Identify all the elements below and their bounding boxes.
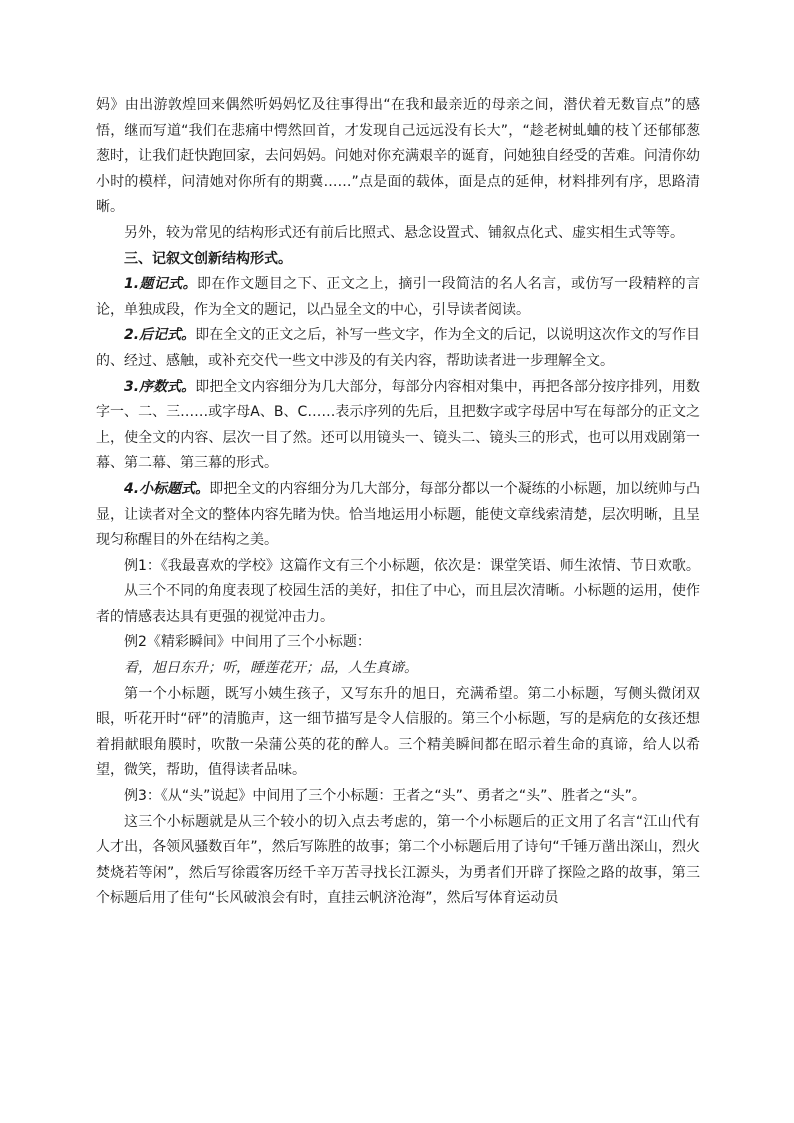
paragraph-item-4 bbox=[96, 477, 700, 554]
item-label: 1.题记式。 bbox=[124, 276, 197, 293]
paragraph-example-1: 例1：《我最喜欢的学校》这篇作文有三个小标题，依次是：课堂笑语、师生浓情、节日欢歌。 bbox=[124, 557, 700, 574]
item-label: 2.后记式。 bbox=[124, 327, 196, 344]
item-text: 即在全文的正文之后，补写一些文字，作为全文的后记，以说明这次作文的写作目的、经过、感触，或补充交代一些文中涉及的有关内容，帮助读者进一步理解全文。 bbox=[96, 327, 701, 369]
paragraph-example-2-subtitles: 看，旭日东升；听，睡莲花开；品，人生真谛。 bbox=[124, 660, 418, 677]
item-text: 即把全文内容细分为几大部分，每部分内容相对集中，再把各部分按序排列，用数字一、二、三……或字母A、B、C……表示序列的先后，且把数字或字母居中写在每部分的正文之上，使全文的内容、层次一目了然。还可以用镜头一、镜头二、镜头三的形式，也可以用戏剧第一幕、第二幕、第三幕的形式。 bbox=[96, 378, 701, 472]
paragraph-item-1 bbox=[96, 272, 700, 323]
paragraph-other-forms: 另外，较为常见的结构形式还有前后比照式、悬念设置式、铺叙点化式、虚实相生式等等。 bbox=[124, 224, 684, 241]
paragraph-example-2: 例2《精彩瞬间》中间用了三个小标题： bbox=[124, 634, 371, 651]
paragraph-item-2 bbox=[96, 323, 700, 374]
paragraph-example-3: 例3：《从“头”说起》中间用了三个小标题：王者之“头”、勇者之“头”、胜者之“头”。 bbox=[124, 788, 646, 805]
item-label: 3.序数式。 bbox=[124, 378, 196, 395]
item-text: 即把全文的内容细分为几大部分，每部分都以一个凝练的小标题，加以统帅与凸显，让读者对全文的整体内容先睹为快。恰当地运用小标题，能使文章线索清楚，层次明晰，且呈现匀称醒目的外在结构之美。 bbox=[96, 480, 700, 549]
item-label: 4.小标题式。 bbox=[124, 480, 210, 497]
section-heading: 三、记叙文创新结构形式。 bbox=[124, 250, 292, 267]
paragraph-example-3-analysis: 这三个小标题就是从三个较小的切入点去考虑的，第一个小标题后的正文用了名言“江山代有人才出，各领风骚数百年”，然后写陈胜的故事；第二个小标题后用了诗句“千锤万凿出深山，烈火焚烧若等闲”，然后写徐霞客历经千辛万苦寻找长江源头，为勇者们开辟了探险之路的故事，第三个标题后用了佳句“长风破浪会有时，直挂云帆济沧海”，然后写体育运动员 bbox=[96, 813, 700, 907]
document-body bbox=[96, 93, 700, 912]
item-text: 即在作文题目之下、正文之上，摘引一段简洁的名人名言，或仿写一段精粹的言论，单独成段，作为全文的题记，以凸显全文的中心，引导读者阅读。 bbox=[96, 276, 701, 318]
paragraph-item-3 bbox=[96, 375, 700, 477]
paragraph-continued: 妈》由出游敦煌回来偶然听妈妈忆及往事得出“在我和最亲近的母亲之间，潜伏着无数盲点”的感悟，继而写道“我们在悲痛中愕然回首，才发现自己远远没有长大”，“趁老树虬蛐的枝丫还郁郁葱葱时，让我们赶快跑回家，去问妈妈。问她对你充满艰辛的诞育，问她独自经受的苦难。问清你幼小时的模样，问清她对你所有的期冀……”点是面的载体，面是点的延伸，材料排列有序，思路清晰。 bbox=[96, 97, 700, 216]
paragraph-example-2-analysis: 第一个小标题，既写小姨生孩子，又写东升的旭日，充满希望。第二小标题，写侧头微闭双眼，听花开时“砰”的清脆声，这一细节描写是令人信服的。第三个小标题，写的是病危的女孩还想着捐献眼角膜时，吹散一朵蒲公英的花的醉人。三个精美瞬间都在昭示着生命的真谛，给人以希望，微笑，帮助，值得读者品味。 bbox=[96, 685, 700, 779]
paragraph-example-1-analysis: 从三个不同的角度表现了校园生活的美好，扣住了中心，而且层次清晰。小标题的运用，使作者的情感表达具有更强的视觉冲击力。 bbox=[96, 583, 700, 625]
